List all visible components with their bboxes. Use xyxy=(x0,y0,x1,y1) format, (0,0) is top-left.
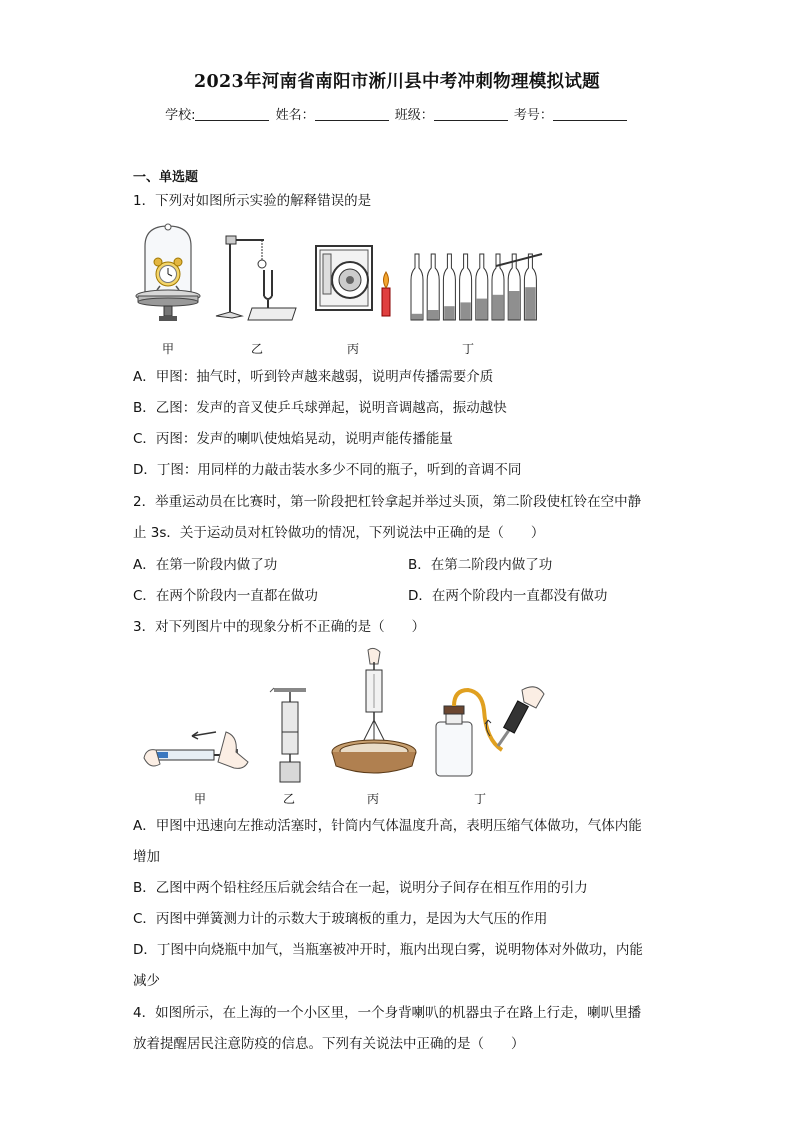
page-title: 2023年河南省南阳市淅川县中考冲刺物理模拟试题 xyxy=(194,72,600,92)
q1-option-c: C．丙图：发声的喇叭使烛焰晃动，说明声能传播能量 xyxy=(133,431,453,447)
q1-fig-label-ding: 丁 xyxy=(462,342,475,356)
q3-figure-lead-cylinders xyxy=(270,688,310,784)
q1-fig-label-jia: 甲 xyxy=(162,342,175,356)
q2-option-b: B．在第二阶段内做了功 xyxy=(408,557,553,573)
q3-figure-syringe xyxy=(140,722,252,776)
q1-figure-tuning-fork xyxy=(212,232,298,326)
name-label: 姓名： xyxy=(275,108,315,123)
school-blank xyxy=(195,106,269,121)
q1-fig-label-bing: 丙 xyxy=(347,342,360,356)
school-label: 学校: xyxy=(165,108,196,123)
exam-no-label: 考号： xyxy=(513,108,553,123)
q3-fig-label-bing: 丙 xyxy=(367,792,380,806)
class-blank xyxy=(434,106,508,121)
bottle xyxy=(411,254,423,320)
name-blank xyxy=(315,106,389,121)
student-info-line xyxy=(0,104,794,123)
q4-stem-line2: 放着提醒居民注意防疫的信息。下列有关说法中正确的是（ ） xyxy=(133,1036,525,1052)
q1-figure-speaker-candle xyxy=(314,244,398,320)
q2-option-d: D．在两个阶段内一直都没有做功 xyxy=(408,588,608,604)
exam-no-blank xyxy=(553,106,627,121)
q1-option-d: D．丁图：用同样的力敲击装水多少不同的瓶子，听到的音调不同 xyxy=(133,462,522,478)
q3-stem: 3．对下列图片中的现象分析不正确的是（ ） xyxy=(133,619,426,635)
q3-fig-label-ding: 丁 xyxy=(474,792,487,806)
bottle xyxy=(460,254,472,320)
q3-fig-label-yi: 乙 xyxy=(283,792,296,806)
q1-fig-label-yi: 乙 xyxy=(251,342,264,356)
striking-stick xyxy=(496,254,542,266)
q3-option-c: C．丙图中弹簧测力计的示数大于玻璃板的重力，是因为大气压的作用 xyxy=(133,911,548,927)
q3-fig-label-jia: 甲 xyxy=(194,792,207,806)
q1-stem: 1．下列对如图所示实验的解释错误的是 xyxy=(133,193,372,209)
bottle xyxy=(476,254,488,320)
bottle xyxy=(524,254,536,320)
q3-figure-flask-pump xyxy=(432,680,550,780)
q3-option-a-line2: 增加 xyxy=(133,849,160,865)
q3-option-a-line1: A．甲图中迅速向左推动活塞时，针筒内气体温度升高，表明压缩气体做功，气体内能 xyxy=(133,818,642,834)
q2-stem-line1: 2．举重运动员在比赛时，第一阶段把杠铃拿起并举过头顶，第二阶段使杠铃在空中静 xyxy=(133,494,642,510)
q2-option-a: A．在第一阶段内做了功 xyxy=(133,557,278,573)
q1-figure-water-bottles xyxy=(408,250,544,322)
section-heading: 一、单选题 xyxy=(133,170,199,185)
bottle xyxy=(508,254,520,320)
q1-option-b: B．乙图：发声的音叉使乒乓球弹起，说明音调越高，振动越快 xyxy=(133,400,507,416)
class-label: 班级： xyxy=(394,108,434,123)
bottle xyxy=(427,254,439,320)
q2-option-c: C．在两个阶段内一直都在做功 xyxy=(133,588,318,604)
bottle xyxy=(443,254,455,320)
q3-option-d-line1: D．丁图中向烧瓶中加气，当瓶塞被冲开时，瓶内出现白雾，说明物体对外做功，内能 xyxy=(133,942,643,958)
q2-stem-line2: 止 3s．关于运动员对杠铃做功的情况，下列说法中正确的是（ ） xyxy=(133,525,545,541)
q3-option-d-line2: 减少 xyxy=(133,973,160,989)
q1-option-a: A．甲图：抽气时，听到铃声越来越弱，说明声传播需要介质 xyxy=(133,369,494,385)
q1-figure-bell-jar xyxy=(133,222,203,330)
q4-stem-line1: 4．如图所示，在上海的一个小区里，一个身背喇叭的机器虫子在路上行走，喇叭里播 xyxy=(133,1005,642,1021)
q3-figure-spring-scale xyxy=(330,648,422,784)
q3-option-b: B．乙图中两个铅柱经压后就会结合在一起，说明分子间存在相互作用的引力 xyxy=(133,880,588,896)
